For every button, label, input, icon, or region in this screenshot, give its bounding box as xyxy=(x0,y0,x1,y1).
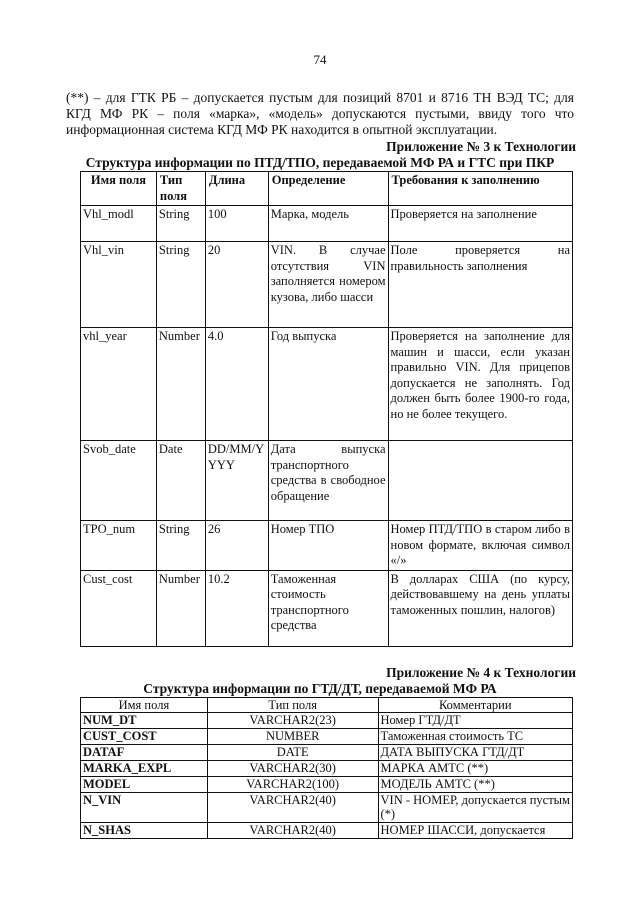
cell-definition: Таможенная стоимость транспортного средства xyxy=(268,570,388,646)
cell-length: 20 xyxy=(205,242,268,328)
table-row xyxy=(81,570,573,646)
cell-type: Number xyxy=(156,328,205,441)
cell-definition: Номер ТПО xyxy=(268,521,388,571)
appendix-4-table xyxy=(80,697,573,839)
footnote-line-2: КГД МФ РК – поля «марка», «модель» допускаются пустыми, ввиду того что xyxy=(66,106,574,121)
cell-name: MARKA_EXPL xyxy=(81,761,208,777)
cell-definition: Дата выпуска транспортного средства в свободное обращение xyxy=(268,441,388,521)
table-header-row xyxy=(81,172,573,206)
cell-comment: НОМЕР ШАССИ, допускается xyxy=(378,823,572,839)
cell-requirements: Поле проверяется на правильность заполнения xyxy=(388,242,572,328)
header-field-type: Тип поля xyxy=(207,698,378,713)
cell-comment: VIN - НОМЕР, допускается пустым (*) xyxy=(378,793,572,823)
header-requirements: Требования к заполнению xyxy=(388,172,572,206)
cell-type: String xyxy=(156,242,205,328)
page-number: 74 xyxy=(313,52,327,67)
cell-name: DATAF xyxy=(81,745,208,761)
cell-type: VARCHAR2(100) xyxy=(207,777,378,793)
cell-length: 100 xyxy=(205,206,268,242)
header-field-type: Тип поля xyxy=(156,172,205,206)
appendix-4-heading: Приложение № 4 к Технологии xyxy=(386,665,576,680)
cell-requirements: Проверяется на заполнение для машин и шасси, если указан правильно VIN. Для прицепов допускается не заполнять. Год должен быть более 1900-го года, но не более текущего. xyxy=(388,328,572,441)
cell-name: CUST_COST xyxy=(81,729,208,745)
cell-length: DD/MM/YYYY xyxy=(205,441,268,521)
cell-name: Vhl_vin xyxy=(81,242,157,328)
header-definition: Определение xyxy=(268,172,388,206)
cell-length: 10.2 xyxy=(205,570,268,646)
table-row xyxy=(81,206,573,242)
footnote-paragraph xyxy=(66,90,574,138)
cell-type: String xyxy=(156,521,205,571)
header-field-name: Имя поля xyxy=(81,172,157,206)
cell-name: N_VIN xyxy=(81,793,208,823)
table-row xyxy=(81,761,573,777)
table-row xyxy=(81,521,573,571)
footnote-line-3: информационная система КГД МФ РК находится в опытной эксплуатации. xyxy=(66,122,498,137)
cell-definition: Год выпуска xyxy=(268,328,388,441)
cell-type: DATE xyxy=(207,745,378,761)
cell-type: VARCHAR2(30) xyxy=(207,761,378,777)
cell-name: Cust_cost xyxy=(81,570,157,646)
cell-type: VARCHAR2(23) xyxy=(207,713,378,729)
cell-comment: Таможенная стоимость ТС xyxy=(378,729,572,745)
header-length: Длина xyxy=(205,172,268,206)
table-row xyxy=(81,777,573,793)
cell-requirements xyxy=(388,441,572,521)
cell-length: 26 xyxy=(205,521,268,571)
header-field-name: Имя поля xyxy=(81,698,208,713)
appendix-4-title: Структура информации по ГТД/ДТ, передаваемой МФ РА xyxy=(143,681,497,696)
cell-type: VARCHAR2(40) xyxy=(207,823,378,839)
table-row xyxy=(81,793,573,823)
cell-comment: МАРКА АМТС (**) xyxy=(378,761,572,777)
cell-name: N_SHAS xyxy=(81,823,208,839)
table-row xyxy=(81,242,573,328)
appendix-3-table xyxy=(80,171,573,647)
cell-requirements: Проверяется на заполнение xyxy=(388,206,572,242)
cell-name: Vhl_modl xyxy=(81,206,157,242)
cell-comment: Номер ГТД/ДТ xyxy=(378,713,572,729)
cell-name: TPO_num xyxy=(81,521,157,571)
table-row xyxy=(81,745,573,761)
appendix-3-heading: Приложение № 3 к Технологии xyxy=(386,139,576,154)
table-row xyxy=(81,823,573,839)
cell-requirements: Номер ПТД/ТПО в старом либо в новом формате, включая символ «/» xyxy=(388,521,572,571)
cell-name: MODEL xyxy=(81,777,208,793)
cell-type: NUMBER xyxy=(207,729,378,745)
cell-name: Svob_date xyxy=(81,441,157,521)
cell-definition: VIN. В случае отсутствия VIN заполняется номером кузова, либо шасси xyxy=(268,242,388,328)
cell-type: Date xyxy=(156,441,205,521)
cell-name: vhl_year xyxy=(81,328,157,441)
cell-type: String xyxy=(156,206,205,242)
table-row xyxy=(81,729,573,745)
table-row xyxy=(81,328,573,441)
cell-comment: ДАТА ВЫПУСКА ГТД/ДТ xyxy=(378,745,572,761)
table-row xyxy=(81,713,573,729)
table-row xyxy=(81,441,573,521)
cell-requirements: В долларах США (по курсу, действовавшему на день уплаты таможенных пошлин, налогов) xyxy=(388,570,572,646)
cell-type: VARCHAR2(40) xyxy=(207,793,378,823)
appendix-3-title: Структура информации по ПТД/ТПО, передаваемой МФ РА и ГТС при ПКР xyxy=(85,155,555,170)
cell-length: 4.0 xyxy=(205,328,268,441)
header-comments: Комментарии xyxy=(378,698,572,713)
table-header-row xyxy=(81,698,573,713)
cell-definition: Марка, модель xyxy=(268,206,388,242)
cell-type: Number xyxy=(156,570,205,646)
footnote-line-1: (**) – для ГТК РБ – допускается пустым для позиций 8701 и 8716 ТН ВЭД ТС; для xyxy=(66,90,574,105)
cell-comment: МОДЕЛЬ АМТС (**) xyxy=(378,777,572,793)
cell-name: NUM_DT xyxy=(81,713,208,729)
